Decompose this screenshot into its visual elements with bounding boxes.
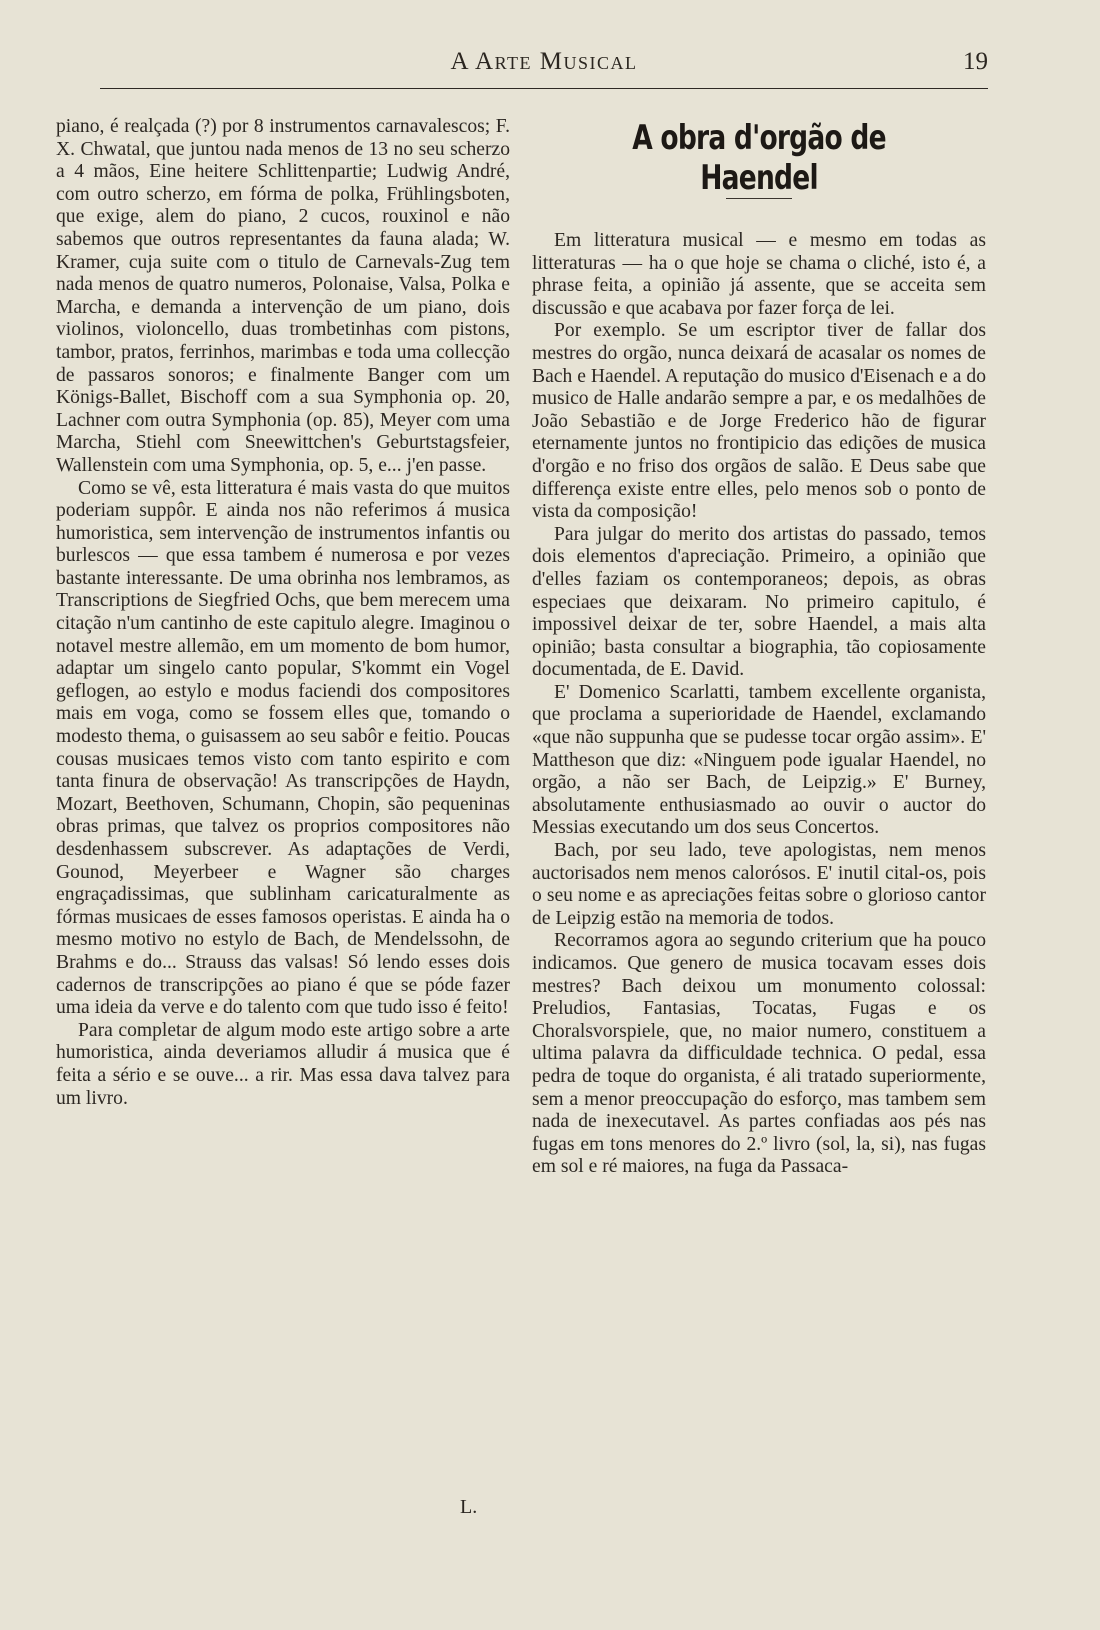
article-title: A obra d'orgão de Haendel (632, 118, 886, 198)
article-paragraph-3: Para julgar do merito dos artistas do passado, temos dois elementos d'apreciação. Primeiro, a opinião que d'elles faziam os contemporaneos; depois, as obras especiaes que deixaram. No primeiro capitulo, é impossivel deixar de ter, sobre Haendel, a mais alta opinião; basta consultar a biographia, tão copiosamente documentada, de E. David. (532, 523, 986, 681)
article-paragraph-1: Em litteratura musical — e mesmo em todas as litteraturas — ha o que hoje se chama o cliché, isto é, a phrase feita, a opinião já assente, que se acceita sem discussão e que acabava por fazer força de lei. (532, 230, 986, 319)
right-column (532, 230, 986, 1179)
left-column (56, 116, 510, 1110)
article-paragraph-2: Por exemplo. Se um escriptor tiver de fallar dos mestres do orgão, nunca deixará de acasalar os nomes de Bach e Haendel. A reputação do musico d'Eisenach e a do musico de Halle andarão sempre a par, e os medalhões de João Sebastião e de Jorge Frederico hão de figurar eternamente juntos no frontipicio das edições de musica d'orgão e no friso dos orgãos de salão. E Deus sabe que differença existe entre elles, pelo menos sob o ponto de vista da composição! (532, 320, 986, 523)
author-signature: L. (460, 1496, 478, 1518)
header-rule (100, 88, 988, 89)
running-header (100, 48, 988, 78)
article-paragraph-6: Recorramos agora ao segundo criterium que ha pouco indicamos. Que genero de musica tocavam esses dois mestres? Bach deixou um monumento colossal: Preludios, Fantasias, Tocatas, Fugas e os Choralsvorspiele, que, no maior numero, constituem a ultima palavra da difficuldade technica. O pedal, essa pedra de toque do organista, é ali tratado superiormente, sem a menor preoccupação do esforço, mas tambem sem nada de inexecutavel. As partes confiadas aos pés nas fugas em tons menores do 2.º livro (sol, la, si), nas fugas em sol e ré maiores, na fuga da Passaca- (532, 930, 986, 1178)
left-paragraph-1: piano, é realçada (?) por 8 instrumentos carnavalescos; F. X. Chwatal, que juntou nada menos de 13 no seu scherzo a 4 mãos, Eine heitere Schlittenpartie; Ludwig André, com outro scherzo, em fórma de polka, Frühlingsboten, que exige, alem do piano, 2 cucos, rouxinol e não sabemos que outros representantes da fauna alada; W. Kramer, cuja suite com o titulo de Carnevals-Zug tem nada menos de quatro numeros, Polonaise, Valsa, Polka e Marcha, e demanda a intervenção de um piano, dois violinos, violoncello, duas trombetinhas com pistons, tambor, pratos, ferrinhos, marimbas e toda uma collecção de passaros sonoros; e finalmente Banger com um Königs-Ballet, Bischoff com a sua Symphonia op. 20, Lachner com outra Symphonia (op. 85), Meyer com uma Marcha, Stiehl com Sneewittchen's Geburtstagsfeier, Wallenstein com uma Symphonia, op. 5, e... j'en passe. (56, 116, 510, 476)
left-paragraph-3: Para completar de algum modo este artigo sobre a arte humoristica, ainda deveriamos alludir á musica que é feita a sério e se ouve... a rir. Mas essa dava talvez para um livro. (56, 1019, 510, 1109)
article-paragraph-5: Bach, por seu lado, teve apologistas, nem menos auctorisados nem menos calorósos. E' inutil cital-os, pois o seu nome e as apreciações feitas sobre o glorioso cantor de Leipzig estão na memoria de todos. (532, 840, 986, 929)
page-number: 19 (963, 48, 988, 75)
title-divider (726, 198, 792, 199)
article-paragraph-4: E' Domenico Scarlatti, tambem excellente organista, que proclama a superioridade de Haendel, exclamando «que não suppunha que se pudesse tocar orgão assim». E' Mattheson que diz: «Ninguem pode igualar Haendel, no orgão, a não ser Bach, de Leipzig.» E' Burney, absolutamente enthusiasmado ao ouvir o auctor do Messias executando um dos seus Concertos. (532, 681, 986, 839)
left-paragraph-2: Como se vê, esta litteratura é mais vasta do que muitos poderiam suppôr. E ainda nos não referimos á musica humoristica, sem intervenção de instrumentos infantis ou burlescos — que essa tambem é numerosa e por vezes bastante interessante. De uma obrinha nos lembramos, as Transcriptions de Siegfried Ochs, que bem merecem uma citação n'um cantinho de este capitulo alegre. Imaginou o notavel mestre allemão, em um momento de bom humor, adaptar um singelo canto popular, S'kommt ein Vogel geflogen, ao estylo e modus faciendi dos compositores mais em voga, como se fossem elles que, tomando o modesto thema, o guisassem ao seu sabôr e feitio. Poucas cousas musicaes temos visto com tanto espirito e com tanta finura de observação! As transcripções de Haydn, Mozart, Beethoven, Schumann, Chopin, são pequeninas obras primas, que talvez os proprios compositores não desdenhassem subscrever. As adaptações de Verdi, Gounod, Meyerbeer e Wagner são charges engraçadissimas, que sublinham caricaturalmente as fórmas musicaes de esses famosos operistas. E ainda ha o mesmo motivo no estylo de Bach, de Mendelssohn, de Brahms e do... Strauss das valsas! Só lendo esses dois cadernos de transcripções ao piano é que se póde fazer uma ideia da verve e do talento com que tudo isso é feito! (56, 477, 510, 1019)
running-title: A Arte Musical (450, 48, 638, 75)
